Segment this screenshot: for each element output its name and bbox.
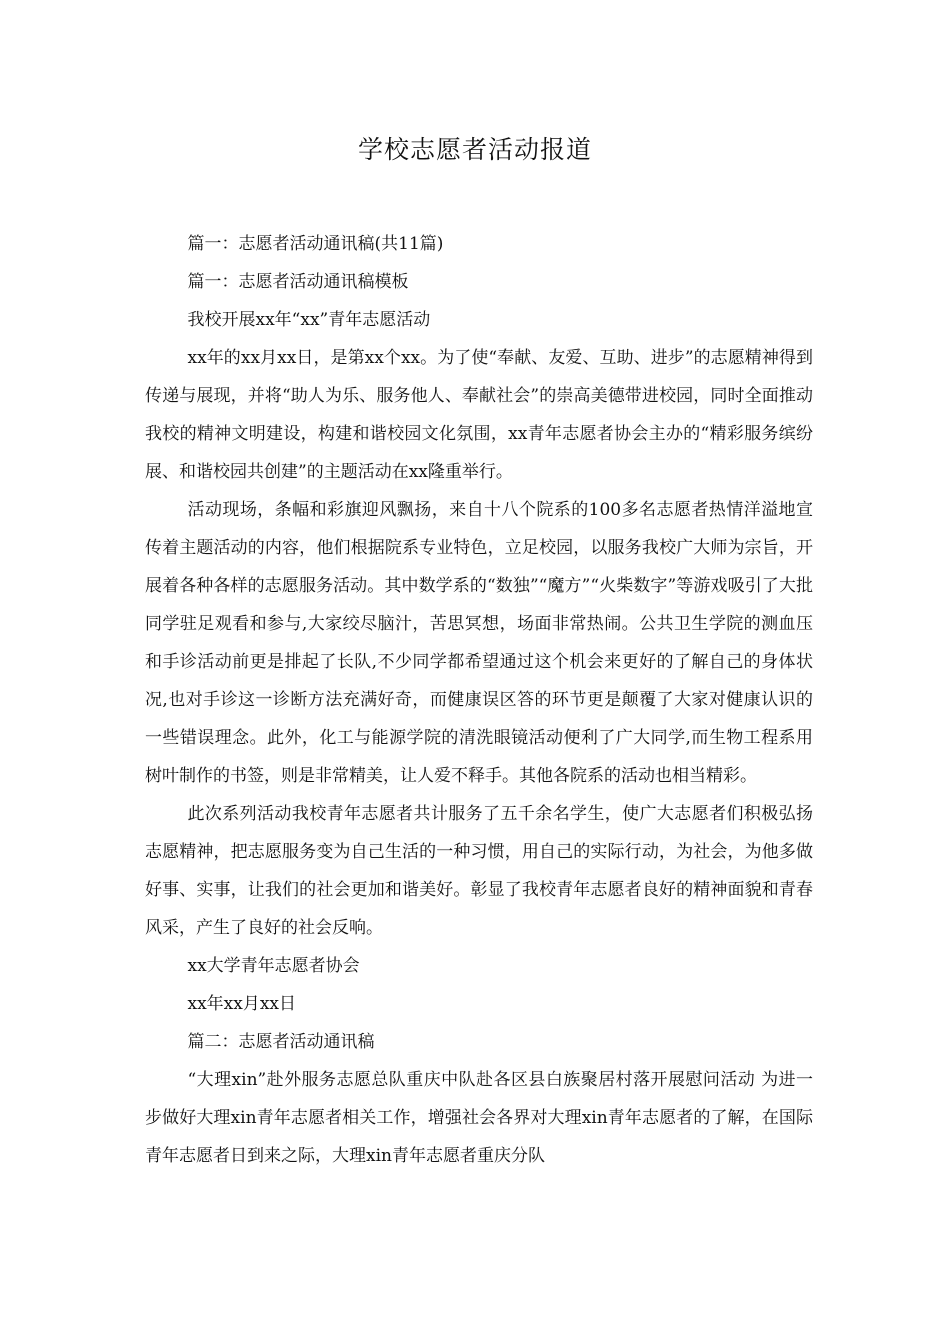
paragraph-intro: xx年的xx月xx日，是第xx个xx。为了使“奉献、友爱、互助、进步”的志愿精神得到传递与展现，并将“助人为乐、服务他人、奉献社会”的崇高美德带进校园，同时全面推动我校的精神文明建设，构建和谐校园文化氛围，xx青年志愿者协会主办的“精彩服务缤纷展、和谐校园共创建”的主题活动在xx隆重举行。: [145, 348, 813, 482]
paragraph-heading-part1: 篇一：志愿者活动通讯稿(共11篇): [187, 234, 444, 254]
paragraph-signature-org: xx大学青年志愿者协会: [187, 956, 360, 976]
paragraph-signature-date: xx年xx月xx日: [187, 994, 297, 1014]
paragraph-summary: 此次系列活动我校青年志愿者共计服务了五千余名学生，使广大志愿者们积极弘扬志愿精神，把志愿服务变为自己生活的一种习惯，用自己的实际行动，为社会，为他多做好事、实事，让我们的社会更加和谐美好。彰显了我校青年志愿者良好的精神面貌和青春风采，产生了良好的社会反响。: [145, 804, 813, 938]
paragraph-heading-part2: 篇二：志愿者活动通讯稿: [187, 1032, 375, 1052]
document-title: 学校志愿者活动报道: [357, 135, 592, 164]
paragraph-part2-body: “大理xin”赴外服务志愿总队重庆中队赴各区县白族聚居村落开展慰问活动 为进一步做好大理xin青年志愿者相关工作，增强社会各界对大理xin青年志愿者的了解，在国际青年志愿者日到来之际，大理xin青年志愿者重庆分队: [145, 1070, 813, 1166]
paragraph-activity-scene: 活动现场，条幅和彩旗迎风飘扬，来自十八个院系的100多名志愿者热情洋溢地宣传着主题活动的内容，他们根据院系专业特色，立足校园，以服务我校广大师为宗旨，开展着各种各样的志愿服务活动。其中数学系的“数独”“魔方”“火柴数字”等游戏吸引了大批同学驻足观看和参与,大家绞尽脑汁，苦思冥想，场面非常热闹。公共卫生学院的测血压和手诊活动前更是排起了长队,不少同学都希望通过这个机会来更好的了解自己的身体状况,也对手诊这一诊断方法充满好奇，而健康误区答的环节更是颠覆了大家对健康认识的一些错误理念。此外，化工与能源学院的清洗眼镜活动便利了广大同学,而生物工程系用树叶制作的书签，则是非常精美，让人爱不释手。其他各院系的活动也相当精彩。: [145, 500, 813, 786]
paragraph-heading-template: 篇一：志愿者活动通讯稿模板: [187, 272, 409, 292]
paragraph-subheading: 我校开展xx年“xx”青年志愿活动: [187, 310, 431, 330]
document-body: [145, 225, 813, 1175]
